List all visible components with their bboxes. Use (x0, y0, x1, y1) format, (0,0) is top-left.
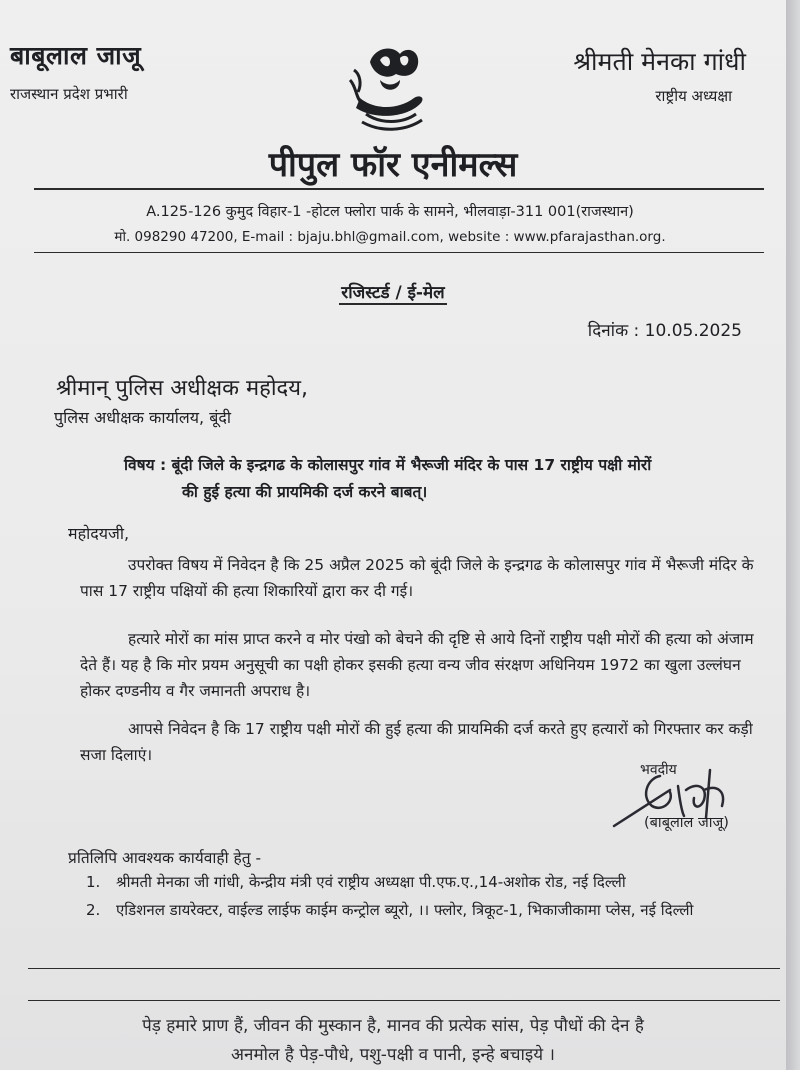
copy-to-text: श्रीमती मेनका जी गांधी, केन्द्रीय मंत्री एवं राष्ट्रीय अध्यक्षा पी.एफ.ए.,14-अशोक रोड, नई दिल्ली (116, 873, 626, 891)
subject-line-1: विषय : बूंदी जिले के इन्द्रगढ के कोलासपुर गांव में भैरूजी मंदिर के पास 17 राष्ट्रीय पक्षी मोरों (124, 456, 652, 474)
sender-role: राजस्थान प्रदेश प्रभारी (10, 85, 128, 103)
hand-holding-animals-logo-icon (340, 40, 432, 134)
body-paragraph-2: हत्यारे मोरों का मांस प्राप्त करने व मोर पंखो को बेचने की दृष्टि से आये दिनों राष्ट्रीय पक्षी मोरों की हत्या को अंजाम देते हैं। यह है कि मोर प्रयम अनुसूची का पक्षी होकर इसकी हत्या वन्य जीव संरक्षण अधिनियम 1972 का खुला उल्लंघन होकर दण्डनीय व गैर जमानती अपराध है। (80, 630, 754, 700)
footer-slogan-1: पेड़ हमारे प्राण हैं, जीवन की मुस्कान है, मानव की प्रत्येक सांस, पेड़ पौधों की देन है (142, 1016, 644, 1036)
organisation-contact: मो. 098290 47200, E-mail : bjaju.bhl@gmail.com, website : www.pfarajasthan.org. (114, 229, 666, 245)
organisation-address: A.125-126 कुमुद विहार-1 -होटल फ्लोरा पार्क के सामने, भीलवाड़ा-311 001(राजस्थान) (146, 204, 634, 220)
page-edge (786, 0, 800, 1070)
president-name: श्रीमती मेनका गांधी (573, 47, 746, 76)
greeting: महोदयजी, (68, 524, 130, 543)
letter-date: दिनांक : 10.05.2025 (587, 321, 742, 341)
sender-name: बाबूलाल जाजू (10, 41, 142, 70)
footer-divider-bottom (28, 1000, 780, 1001)
header-divider-bottom (34, 252, 764, 253)
copy-to-item (86, 898, 776, 923)
addressee-office: पुलिस अधीक्षक कार्यालय, बूंदी (54, 408, 231, 427)
signatory-name: (बाबूलाल जाजू) (644, 815, 729, 831)
copy-to-number: 1. (86, 873, 101, 891)
president-role: राष्ट्रीय अध्यक्षा (655, 87, 732, 105)
footer-divider-top (28, 968, 780, 969)
header-divider-top (34, 188, 764, 190)
organisation-name: पीपुल फॉर एनीमल्स (268, 145, 518, 185)
closing: भवदीय (640, 762, 677, 778)
copy-to-text: एडिशनल डायरेक्टर, वाईल्ड लाईफ काईम कन्ट्रोल ब्यूरो, ।। फ्लोर, त्रिकूट-1, भिकाजीकामा प्लेस, नई दिल्ली (116, 901, 694, 919)
copy-to-heading: प्रतिलिपि आवश्यक कार्यवाही हेतु - (68, 849, 262, 867)
subject (124, 452, 764, 506)
copy-to-item (86, 870, 776, 895)
body-paragraph-3: आपसे निवेदन है कि 17 राष्ट्रीय पक्षी मोरों की हुई हत्या की प्रायमिकी दर्ज करते हुए हत्यारों को गिरफ्तार कर कड़ी सजा दिलाएं। (80, 720, 753, 764)
addressee: श्रीमान् पुलिस अधीक्षक महोदय, (56, 376, 308, 401)
subject-line-2: की हुई हत्या की प्रायमिकी दर्ज करने बाबत्। (182, 483, 428, 501)
copy-to-number: 2. (86, 901, 101, 919)
dispatch-mode: रजिस्टर्ड / ई-मेल (341, 283, 445, 303)
body-paragraph-1: उपरोक्त विषय में निवेदन है कि 25 अप्रैल 2025 को बूंदी जिले के इन्द्रगढ के कोलासपुर गांव में भैरूजी मंदिर के पास 17 राष्ट्रीय पक्षियों की हत्या शिकारियों द्वारा कर दी गई। (80, 556, 754, 600)
footer-slogan-2: अनमोल है पेड़-पौधे, पशु-पक्षी व पानी, इन्हे बचाइये । (231, 1045, 555, 1065)
